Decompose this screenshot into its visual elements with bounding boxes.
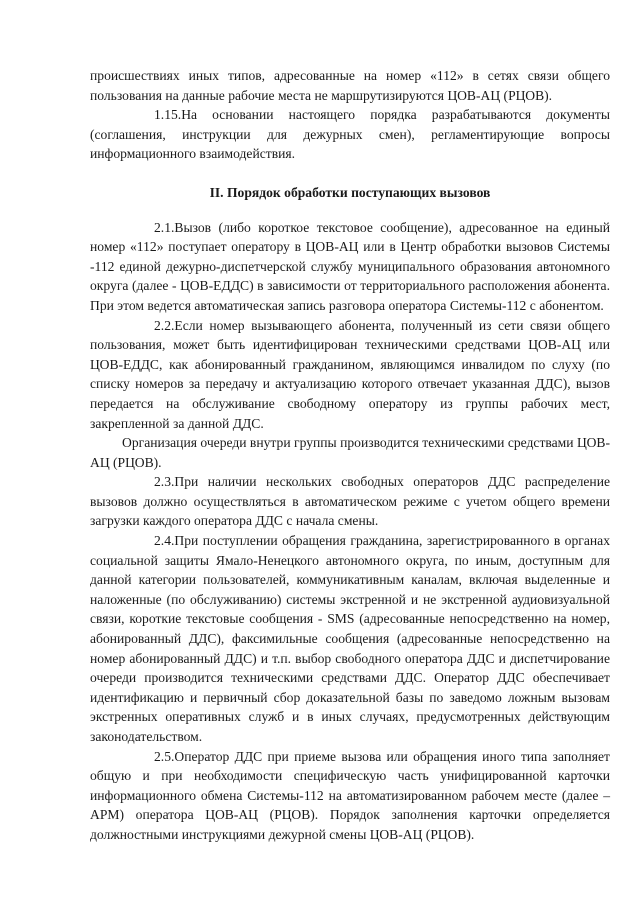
paragraph-text: При наличии нескольких свободных операторов ДДС распределение вызовов должно осуществляться в автоматическом режиме с учетом общего времени загрузки каждого оператора ДДС с начала смены. [90,474,610,529]
paragraph-text: Оператор ДДС при приеме вызова или обращения иного типа заполняет общую и при необходимости специфическую часть унифицированной карточки информационного обмена Системы-112 на автоматизированном рабочем месте (далее – АРМ) оператора ЦОВ-АЦ (РЦОВ). Порядок заполнения карточки определяется должностными инструкциями дежурной смены ЦОВ-АЦ (РЦОВ). [90,748,610,842]
paragraph-number: 2.3. [154,474,175,490]
paragraph-text: На основании настоящего порядка разрабатываются документы (соглашения, инструкции для дежурных смен), регламентирующие вопросы информационного взаимодействия. [90,107,610,162]
paragraph-number: 1.15. [154,107,182,123]
paragraph-number: 2.4. [154,533,175,549]
paragraph-continuation: происшествиях иных типов, адресованные на номер «112» в сетях связи общего пользования на данные рабочие места не маршрутизируются ЦОВ-АЦ (РЦОВ). [90,68,610,103]
section-title: II. Порядок обработки поступающих вызовов [209,184,491,200]
paragraph-text: Вызов (либо короткое текстовое сообщение), адресованное на единый номер «112» поступает оператору в ЦОВ-АЦ или в Центр обработки вызовов Системы -112 единой дежурно-диспетчерской службу муниципального образования автономного округа (далее - ЦОВ-ЕДДС) в зависимости от территориального расположения абонента. При этом ведется автоматическая запись разговора оператора Системы-112 с абонентом. [90,219,610,313]
paragraph-2-2-continued: Организация очереди внутри группы производится техническими средствами ЦОВ-АЦ (РЦОВ). [90,435,611,470]
paragraph-2-2 [90,316,610,434]
document-page [90,66,610,845]
paragraph-text: При поступлении обращения гражданина, зарегистрированного в органах социальной защиты Ямало-Ненецкого автономного округа, по иным, доступным для данной категории пользователей, коммуникативным каналам, включая выделенные и наложенные (по обслуживанию) системы экстренной и не экстренной аудиовизуальной связи, короткие текстовые сообщения - SMS (адресованные непосредственно на номер, абонированный ДДС), факсимильные сообщения (адресованные непосредственно на номер абонированный ДДС) и т.п. выбор свободного оператора ДДС и диспетчирование очереди производится техническими средствами ДДС. Оператор ДДС обеспечивает идентификацию и первичный сбор доказательной базы по заведомо ложным вызовам экстренных оперативных служб и в иных случаях, предусмотренных действующим законодательством. [90,533,610,744]
paragraph-2-4 [90,531,610,747]
paragraph-2-5 [90,747,610,845]
paragraph-text: Если номер вызывающего абонента, полученный из сети связи общего пользования, может быть идентифицирован техническими средствами ЦОВ-АЦ или ЦОВ-ЕДДС, как абонированный гражданином, являющимся инвалидом по слуху (по списку номеров за передачу и актуализацию которого отвечает указанная ДДС), вызов передается на обслуживание свободному оператору из группы рабочих мест, закрепленной за данной ДДС. [90,317,610,431]
paragraph-1-15 [90,105,610,164]
paragraph-number: 2.1. [154,219,175,235]
paragraph-2-3 [90,472,610,531]
paragraph-number: 2.2. [154,317,175,333]
paragraph-number: 2.5. [154,748,175,764]
paragraph-2-1 [90,218,610,316]
